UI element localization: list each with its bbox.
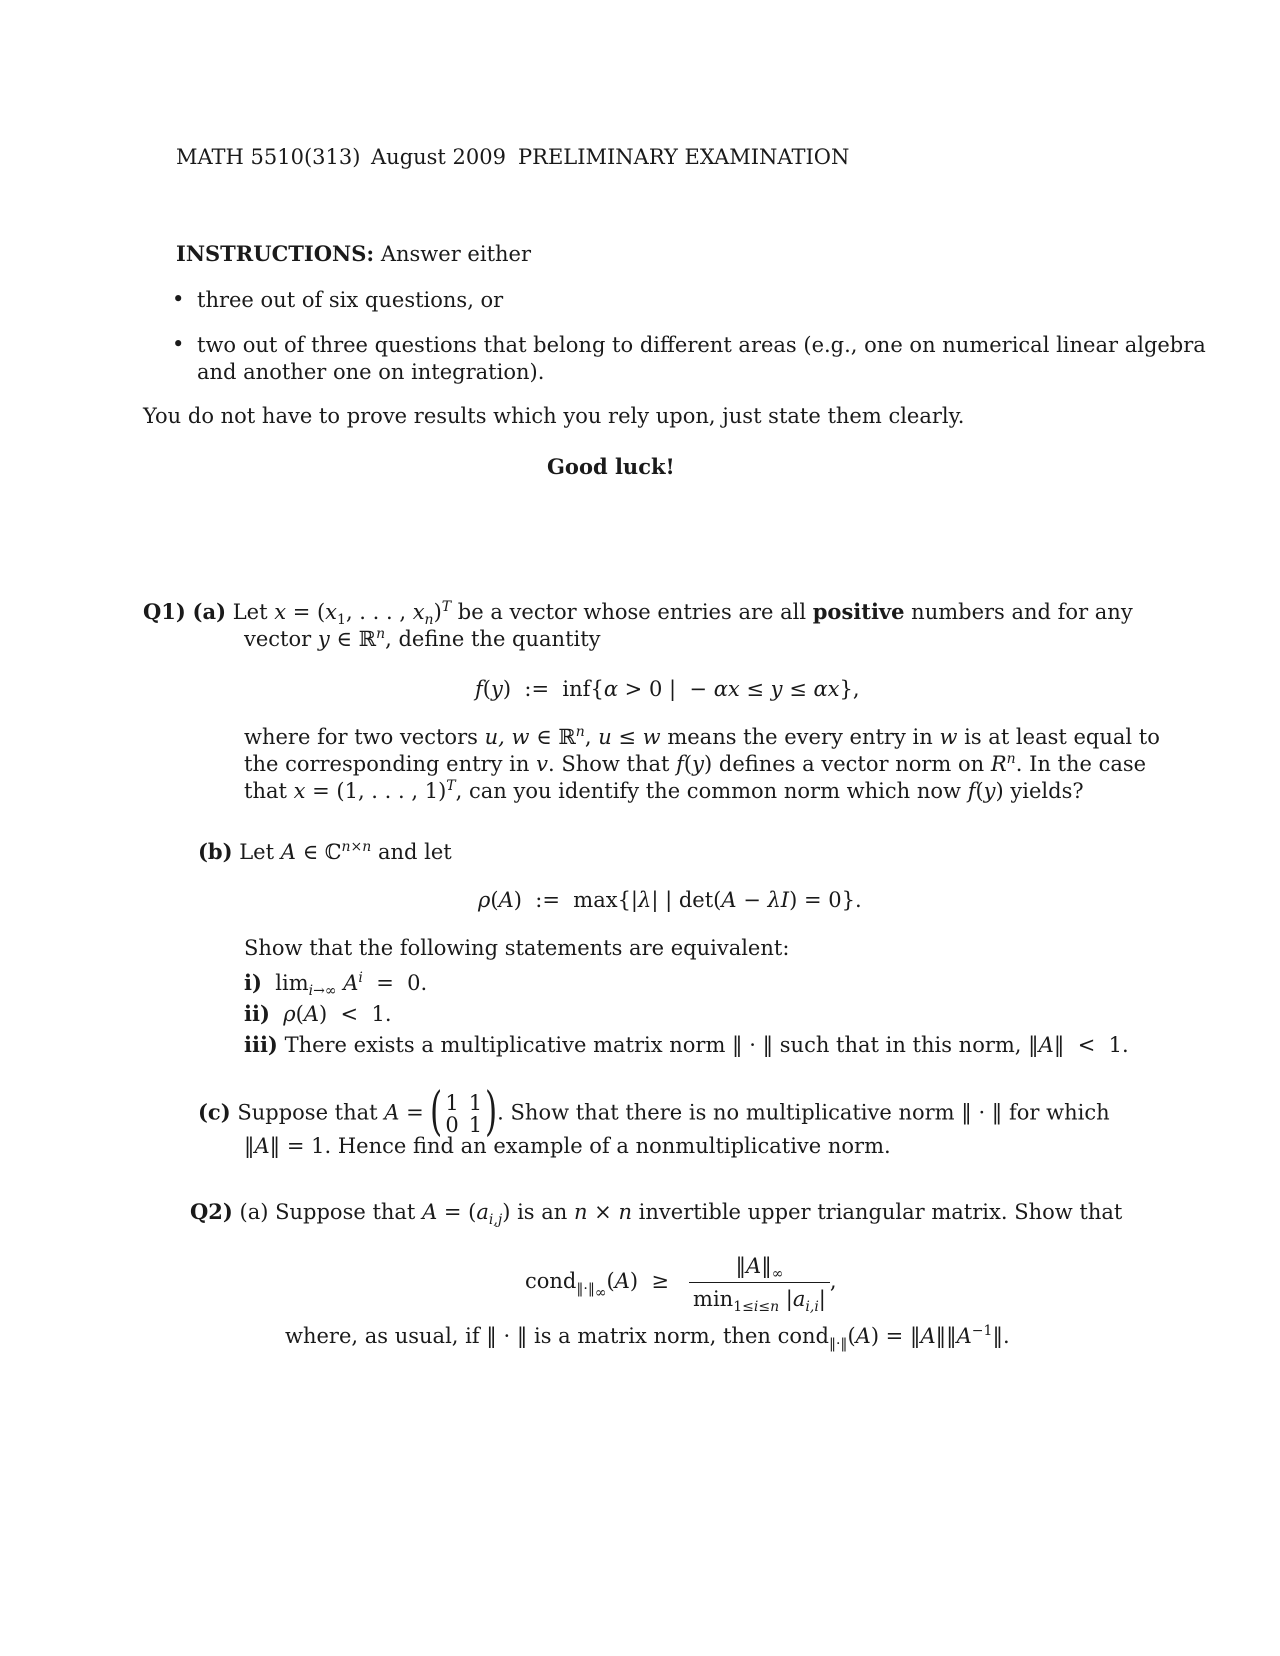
q1-a-where-line1: where for two vectors u, w ∈ ℝ$^n$, u ≤ w means the every entry in w is at least equal to [244,724,1160,749]
q1-b-item-ii: ii) ρ(A) < 1. [244,1001,392,1026]
q1-b-formula: ρ(A) := max{|λ| | det(A − λI) = 0}. [478,888,862,912]
bullet-item: two out of three questions that belong to different areas (e.g., one on numerical linear algebra [197,333,1206,357]
q1-b-item-iii: iii) There exists a multiplicative matrix norm ‖ · ‖ such that in this norm, ‖A‖ < 1. [244,1032,1129,1057]
bullet-item-continuation: and another one on integration). [197,360,545,384]
q1-a-formula: f(y) := inf{α > 0 | − αx ≤ y ≤ αx}, [475,677,860,701]
q1-b-item-i: i) $\lim_{i\to\infty} A^i = 0$. [244,970,428,1000]
good-luck: Good luck! [547,454,675,479]
q2-a-line1: Q2) (a) Suppose that $A = (a_{i,j})$ is an n × n invertible upper triangular matrix. Show that [190,1199,1123,1229]
q1-a-where-line3: that x = (1, . . . , 1)$^T$, can you identify the common norm which now f(y) yields? [244,778,1084,803]
bullet-icon: • [172,287,185,311]
instructions-lead: Answer either [380,242,532,266]
q1-a-text3: define the quantity [398,627,601,651]
q2-a-formula: cond$_{‖\cdot‖_\infty}$(A) ≥ $\frac{‖A‖_\infty}{\min_{1\le i\le n} |a_{i,i}|}$ , [525,1254,837,1316]
exam-date: August 2009 [371,145,506,169]
course-code: MATH 5510(313) [176,145,361,169]
q1-a-positive: positive [812,599,905,624]
q2-a-label: (a) [239,1200,269,1224]
q1-c-line1: (c) Suppose that A = ( 1 1 0 1 ) . Show that there is no multiplicative norm ‖ · ‖ for which [198,1082,1110,1142]
q2-label: Q2) [190,1199,233,1224]
q1-a-line1: Q1) (a) Let $x = (x_1$, . . . , $x_n)^T$ be a vector whose entries are all positive numbers and for any [143,599,1133,629]
bullet-item: three out of six questions, or [197,288,504,312]
exam-title: PRELIMINARY EXAMINATION [518,145,850,169]
instructions-label: INSTRUCTIONS: [176,241,375,266]
q1-c-label: (c) [198,1099,231,1125]
q1-b-line1: (b) Let A ∈ ℂ$^{n\times n}$ and let [198,839,452,864]
matrix-A: ( 1 1 0 1 ) [430,1082,498,1142]
q1-c-line2: ‖A‖ = 1. Hence find an example of a nonmultiplicative norm. [244,1134,891,1158]
fraction: $\frac{‖A‖_\infty}{\min_{1\le i\le n} |a_{i,i}|}$ [689,1252,830,1313]
q1-a-where-line2: the corresponding entry in v. Show that f(y) defines a vector norm on $R^n$. In the case [244,751,1147,776]
q1-a-line2: vector y ∈ ℝ$^n$, define the quantity [244,626,601,651]
q1-a-label: (a) [192,599,227,624]
q1-a-text1: whose entries are all [583,600,807,624]
q2-a-where: where, as usual, if ‖ · ‖ is a matrix norm, then cond$_{‖\cdot‖}$(A) = $‖A‖‖A^{-1}‖$. [285,1323,1010,1353]
instructions-note: You do not have to prove results which you rely upon, just state them clearly. [143,404,965,428]
q1-b-label: (b) [198,839,233,864]
q1-label: Q1) [143,599,186,624]
q1-a-text2: numbers and for any [911,600,1133,624]
q1-b-equiv: Show that the following statements are equivalent: [244,936,790,960]
bullet-icon: • [172,332,185,356]
instructions-line [176,240,531,268]
